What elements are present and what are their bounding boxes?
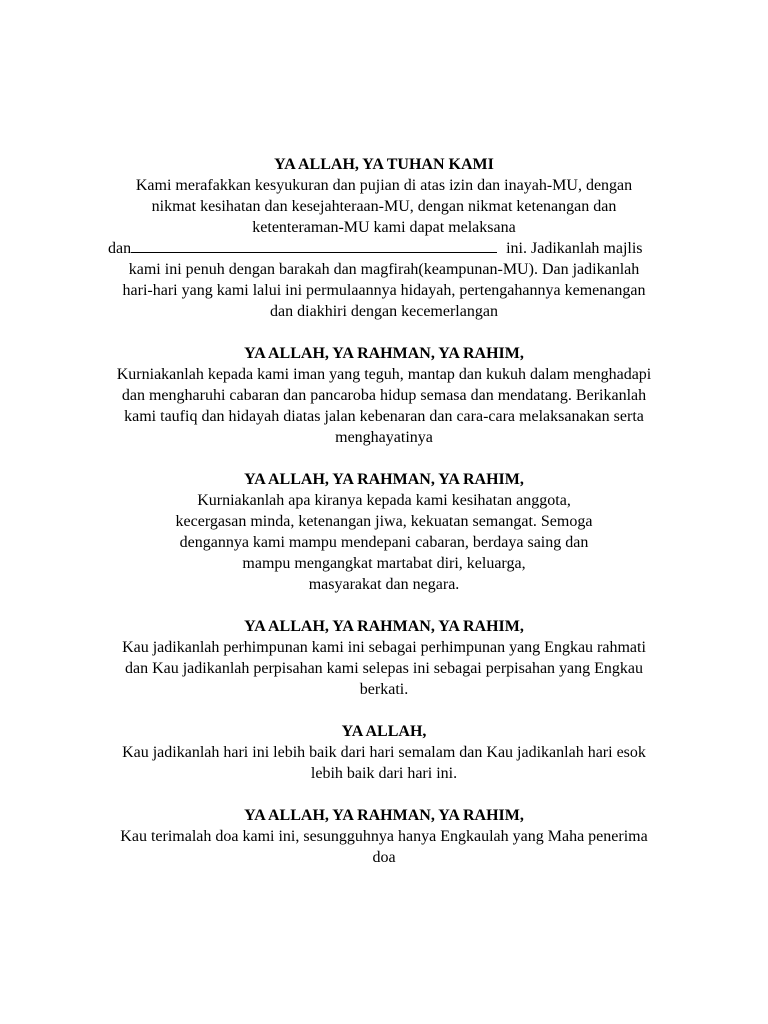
text-line: dan diakhiri dengan kecemerlangan (270, 303, 498, 320)
section-heading: YA ALLAH, YA RAHMAN, YA RAHIM, (244, 471, 524, 488)
text-line: Kami merafakkan kesyukuran dan pujian di atas izin dan inayah-MU, dengan (135, 177, 633, 194)
text-line: nikmat kesihatan dan kesejahteraan-MU, dengan nikmat ketenangan dan (151, 198, 617, 215)
prayer-section-1 (0, 154, 768, 322)
text-line: masyarakat dan negara. (308, 576, 460, 593)
text-line: hari-hari yang kami lalui ini permulaannya hidayah, pertengahannya kemenangan (122, 282, 646, 299)
text-line: menghayatinya (335, 429, 433, 446)
section-gap (0, 700, 768, 721)
fill-in-line (0, 238, 768, 259)
prayer-text (0, 154, 768, 868)
text-line: kami ini penuh dengan barakah dan magfirah(keampunan-MU). Dan jadikanlah (128, 261, 640, 278)
section-gap (0, 322, 768, 343)
prayer-section-5 (0, 721, 768, 784)
section-heading: YA ALLAH, YA RAHMAN, YA RAHIM, (244, 807, 524, 824)
section-heading: YA ALLAH, YA TUHAN KAMI (274, 156, 494, 173)
text-line: kami taufiq dan hidayah diatas jalan kebenaran dan cara-cara melaksanakan serta (124, 408, 644, 425)
text-line: dan Kau jadikanlah perpisahan kami selepas ini sebagai perpisahan yang Engkau (124, 660, 644, 677)
text-line: dengannya kami mampu mendepani cabaran, berdaya saing dan (179, 534, 589, 551)
text-line: Kau jadikanlah hari ini lebih baik dari hari semalam dan Kau jadikanlah hari esok (122, 744, 646, 761)
section-heading: YA ALLAH, YA RAHMAN, YA RAHIM, (244, 618, 524, 635)
text-line: Kau jadikanlah perhimpunan kami ini sebagai perhimpunan yang Engkau rahmati (122, 639, 646, 656)
fill-suffix: ini. Jadikanlah majlis (502, 240, 643, 257)
text-line: berkati. (359, 681, 409, 698)
text-line: doa (372, 849, 396, 866)
prayer-section-3 (0, 469, 768, 595)
text-line: mampu mengangkat martabat diri, keluarga, (242, 555, 526, 572)
fill-prefix: dan (108, 240, 132, 257)
section-gap (0, 784, 768, 805)
text-line: lebih baik dari hari ini. (310, 765, 458, 782)
text-line: kecergasan minda, ketenangan jiwa, kekuatan semangat. Semoga (175, 513, 593, 530)
text-line: Kau terimalah doa kami ini, sesungguhnya hanya Engkaulah yang Maha penerima (120, 828, 648, 845)
text-line: Kurniakanlah apa kiranya kepada kami kesihatan anggota, (197, 492, 571, 509)
text-line: dan mengharuhi cabaran dan pancaroba hidup semasa dan mendatang. Berikanlah (121, 387, 647, 404)
section-heading: YA ALLAH, YA RAHMAN, YA RAHIM, (244, 345, 524, 362)
prayer-section-4 (0, 616, 768, 700)
section-gap (0, 448, 768, 469)
blank-underline (131, 238, 497, 253)
prayer-section-2 (0, 343, 768, 448)
section-gap (0, 595, 768, 616)
text-line: ketenteraman-MU kami dapat melaksana (252, 219, 516, 236)
section-heading: YA ALLAH, (341, 723, 427, 740)
text-line: Kurniakanlah kepada kami iman yang teguh, mantap dan kukuh dalam menghadapi (116, 366, 652, 383)
prayer-section-6 (0, 805, 768, 868)
